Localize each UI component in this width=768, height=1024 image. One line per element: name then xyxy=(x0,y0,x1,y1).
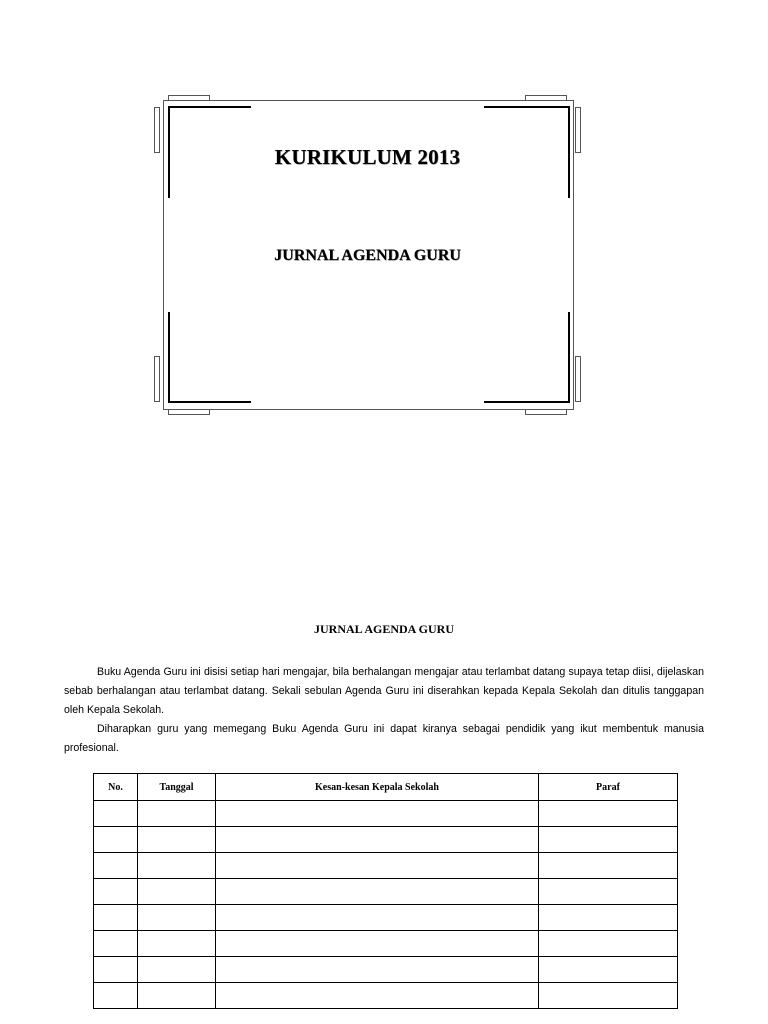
table-row xyxy=(94,827,678,853)
intro-paragraph: Diharapkan guru yang memegang Buku Agenda Guru ini dapat kiranya sebagai pendidik yang ikut membentuk manusia profesional. xyxy=(64,723,704,754)
frame-tab-bottom-right xyxy=(525,409,567,415)
table-row xyxy=(94,801,678,827)
table-row xyxy=(94,853,678,879)
frame-tab-top-left xyxy=(168,95,210,101)
column-header-tanggal: Tanggal xyxy=(138,774,216,801)
table-cell-tanggal xyxy=(138,853,216,879)
frame-tab-bottom-left xyxy=(168,409,210,415)
frame-tab-right-bottom xyxy=(575,356,581,402)
table-cell-paraf xyxy=(539,879,678,905)
frame-tab-left-bottom xyxy=(154,356,160,402)
table-cell-paraf xyxy=(539,957,678,983)
frame-bottom-right-bar xyxy=(484,401,570,403)
frame-bottom-left-post xyxy=(168,312,170,403)
table-cell-paraf xyxy=(539,931,678,957)
table-cell-tanggal xyxy=(138,905,216,931)
table-cell-paraf xyxy=(539,983,678,1009)
table-header-row xyxy=(94,774,678,801)
frame-bottom-right-post xyxy=(568,312,570,403)
frame-top-left-bar xyxy=(168,106,251,108)
table-row xyxy=(94,957,678,983)
table-cell-no xyxy=(94,827,138,853)
table-cell-kesan xyxy=(216,879,539,905)
table-cell-tanggal xyxy=(138,957,216,983)
table-cell-tanggal xyxy=(138,983,216,1009)
column-header-kesan: Kesan-kesan Kepala Sekolah xyxy=(216,774,539,801)
table-cell-paraf xyxy=(539,827,678,853)
table-cell-kesan xyxy=(216,905,539,931)
table-row xyxy=(94,905,678,931)
table-cell-kesan xyxy=(216,801,539,827)
table-cell-tanggal xyxy=(138,801,216,827)
table-row xyxy=(94,879,678,905)
column-header-paraf: Paraf xyxy=(539,774,678,801)
table-cell-kesan xyxy=(216,827,539,853)
agenda-table xyxy=(93,773,678,1009)
intro-paragraph: Buku Agenda Guru ini disisi setiap hari mengajar, bila berhalangan mengajar atau terlambat datang supaya tetap diisi, dijelaskan sebab berhalangan atau terlambat datang. Sekali sebulan Agenda Guru ini diserahkan kepada Kepala Sekolah dan ditulis tanggapan oleh Kepala Sekolah. xyxy=(64,666,704,716)
table-cell-no xyxy=(94,983,138,1009)
table-row xyxy=(94,931,678,957)
cover-title: KURIKULUM 2013 xyxy=(274,145,461,169)
table-cell-paraf xyxy=(539,905,678,931)
table-cell-tanggal xyxy=(138,931,216,957)
cover-subtitle: JURNAL AGENDA GURU xyxy=(274,247,461,264)
table-cell-no xyxy=(94,957,138,983)
section-title: JURNAL AGENDA GURU xyxy=(313,622,454,636)
table-cell-no xyxy=(94,853,138,879)
table-cell-paraf xyxy=(539,801,678,827)
table-cell-no xyxy=(94,931,138,957)
frame-top-right-bar xyxy=(484,106,570,108)
table-cell-kesan xyxy=(216,853,539,879)
column-header-no: No. xyxy=(94,774,138,801)
table-cell-no xyxy=(94,879,138,905)
frame-tab-top-right xyxy=(525,95,567,101)
table-cell-no xyxy=(94,801,138,827)
table-cell-no xyxy=(94,905,138,931)
intro-text xyxy=(64,663,704,758)
table-cell-kesan xyxy=(216,983,539,1009)
table-cell-tanggal xyxy=(138,879,216,905)
frame-bottom-left-bar xyxy=(168,401,251,403)
table-cell-tanggal xyxy=(138,827,216,853)
cover-frame xyxy=(150,90,585,420)
table-row xyxy=(94,983,678,1009)
table-cell-paraf xyxy=(539,853,678,879)
table-cell-kesan xyxy=(216,931,539,957)
table-cell-kesan xyxy=(216,957,539,983)
